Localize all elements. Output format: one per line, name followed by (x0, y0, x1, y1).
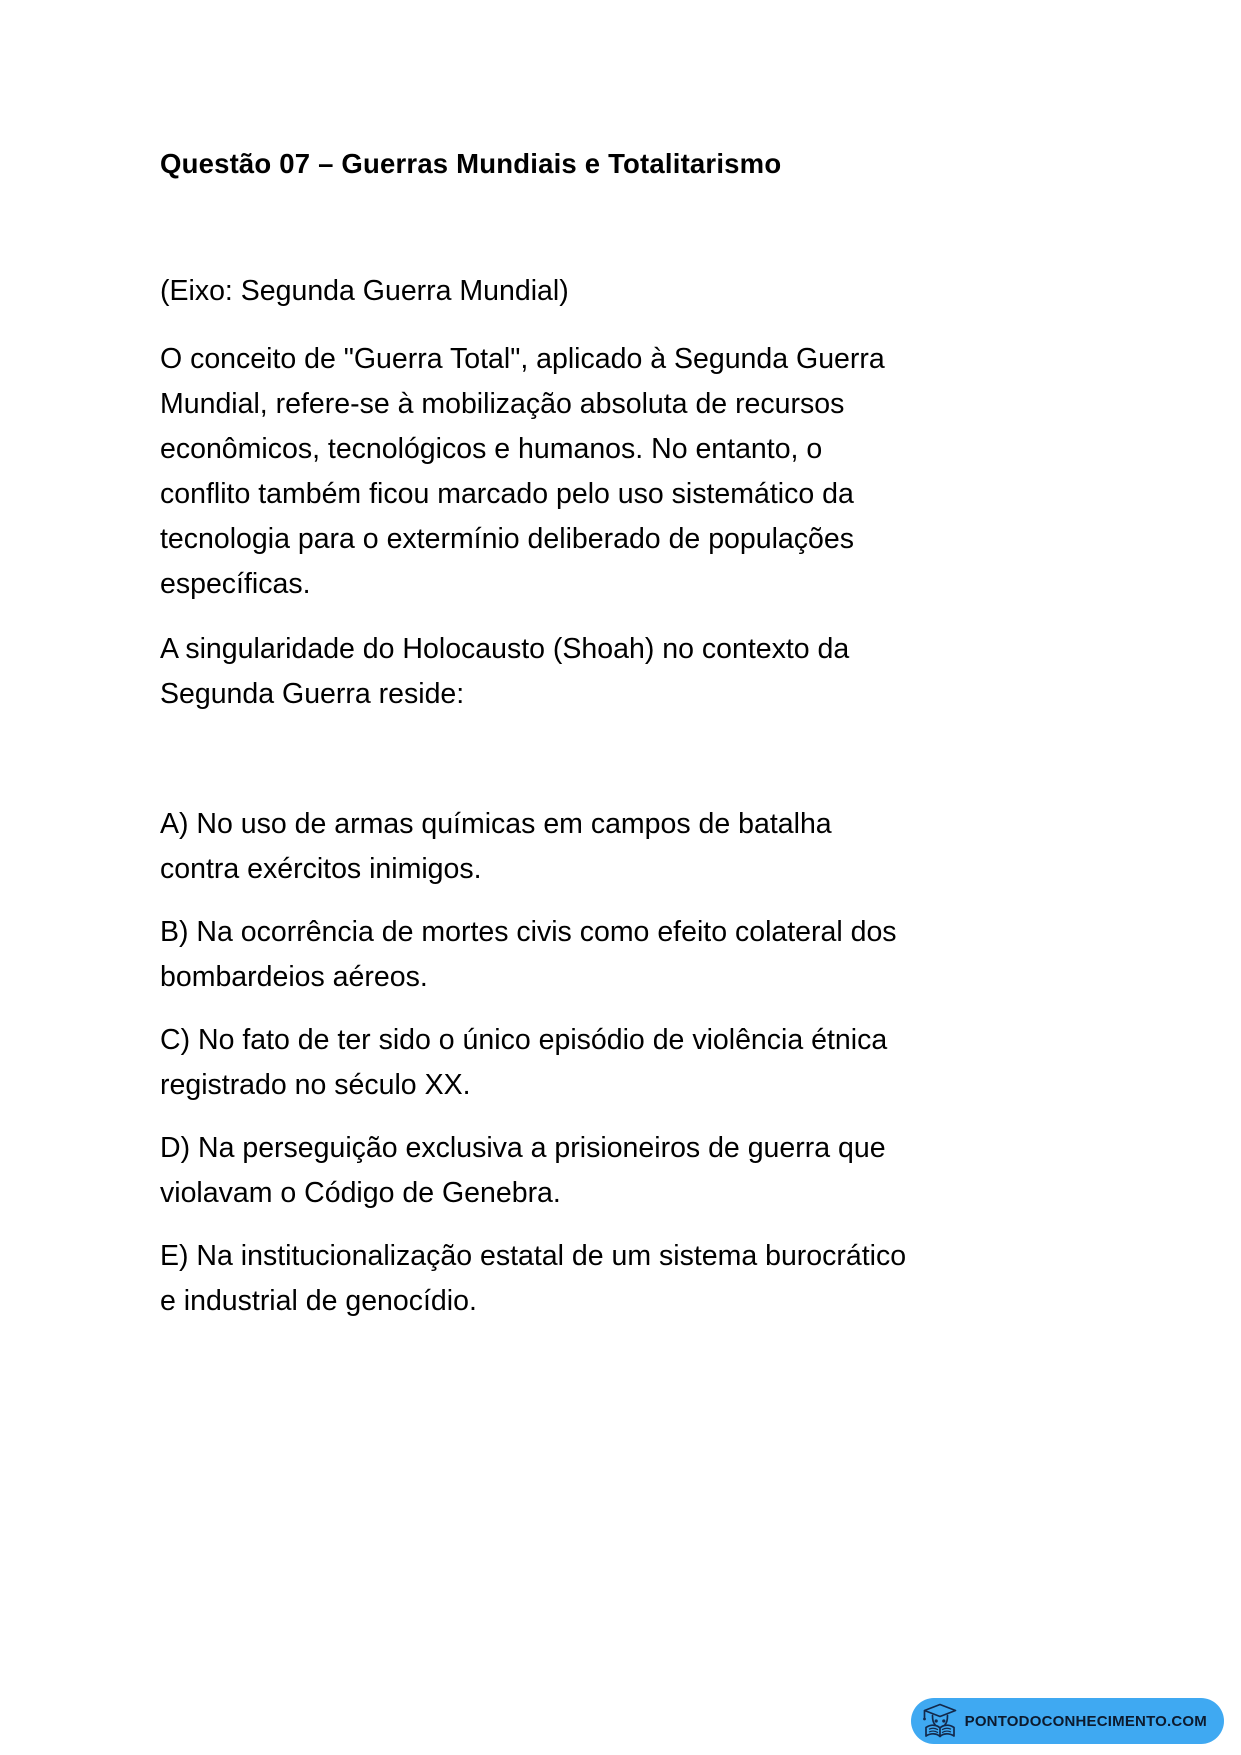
text-line: Segunda Guerra reside: (160, 678, 465, 710)
option-d (160, 1126, 1091, 1216)
text-line: registrado no século XX. (160, 1069, 471, 1101)
text-line: econômicos, tecnológicos e humanos. No entanto, o (160, 433, 823, 465)
text-line: Mundial, refere-se à mobilização absoluta de recursos (160, 388, 845, 420)
brand-badge[interactable] (911, 1698, 1224, 1744)
text-line: violavam o Código de Genebra. (160, 1177, 561, 1209)
text-line: E) Na institucionalização estatal de um sistema burocrático (160, 1240, 907, 1272)
text-line: contra exércitos inimigos. (160, 853, 482, 885)
question-axis: (Eixo: Segunda Guerra Mundial) (160, 275, 569, 307)
text-line: conflito também ficou marcado pelo uso sistemático da (160, 478, 854, 510)
text-line: C) No fato de ter sido o único episódio de violência étnica (160, 1024, 888, 1056)
question-statement (160, 337, 1091, 607)
option-c (160, 1018, 1091, 1108)
graduate-reading-book-icon (920, 1701, 960, 1741)
text-line: D) Na perseguição exclusiva a prisioneiros de guerra que (160, 1132, 886, 1164)
question-stem (160, 627, 1091, 717)
text-line: tecnologia para o extermínio deliberado de populações (160, 523, 854, 555)
brand-name: PONTODOCONHECIMENTO.COM (964, 1712, 1207, 1730)
text-line: A) No uso de armas químicas em campos de batalha (160, 808, 832, 840)
text-line: B) Na ocorrência de mortes civis como efeito colateral dos (160, 916, 897, 948)
question-title: Questão 07 – Guerras Mundiais e Totalitarismo (160, 148, 782, 179)
option-e (160, 1234, 1091, 1324)
text-line: A singularidade do Holocausto (Shoah) no contexto da (160, 633, 850, 665)
option-a (160, 802, 1091, 892)
text-line: específicas. (160, 568, 311, 600)
text-line: O conceito de "Guerra Total", aplicado à Segunda Guerra (160, 343, 885, 375)
text-line: bombardeios aéreos. (160, 961, 428, 993)
option-b (160, 910, 1091, 1000)
text-line: e industrial de genocídio. (160, 1285, 477, 1317)
